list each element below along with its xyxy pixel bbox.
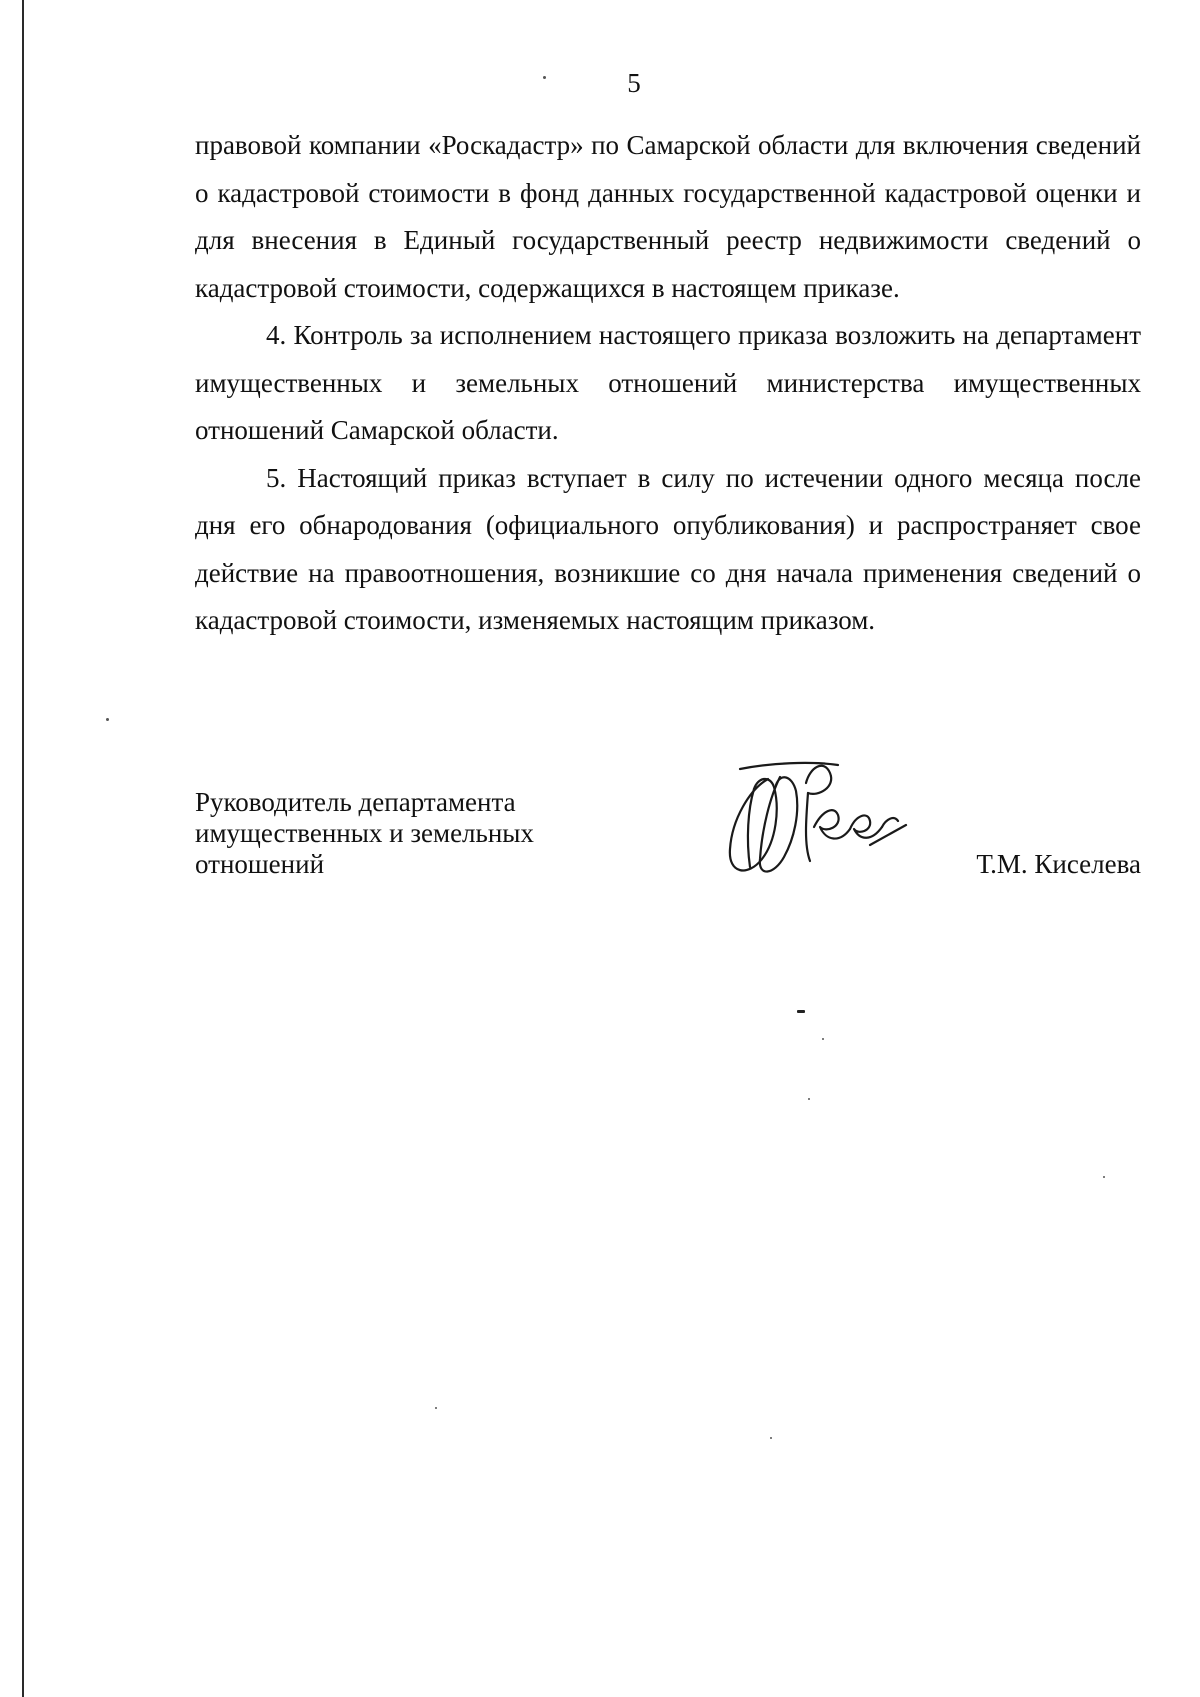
- signatory-position-line: Руководитель департамента: [195, 787, 516, 817]
- scan-speck: [822, 1038, 824, 1040]
- scan-speck: [770, 1437, 772, 1439]
- scan-speck: [797, 1010, 805, 1013]
- scan-speck: [435, 1407, 437, 1409]
- signature-block: [195, 787, 1141, 917]
- paragraph-continuation: правовой компании «Роскадастр» по Самарской области для включения сведений о кадастровой стоимости в фонд данных государственной кадастровой оценки и для внесения в Единый государственный реестр недвижимости сведений о кадастровой стоимости, содержащихся в настоящем приказе.: [195, 130, 1141, 303]
- signatory-position-line: имущественных и земельных: [195, 818, 534, 848]
- signatory-name: Т.М. Киселева: [976, 849, 1141, 879]
- paragraph-item-5: 5. Настоящий приказ вступает в силу по истечении одного месяца после дня его обнародования (официального опубликования) и распространяет свое действие на правоотношения, возникшие со дня начала применения сведений о кадастровой стоимости, изменяемых настоящим приказом.: [195, 462, 1141, 635]
- scan-binding-edge: [22, 0, 24, 1697]
- scan-speck: [1103, 1176, 1105, 1178]
- signatory-position-line: отношений: [195, 849, 325, 879]
- paragraph-item-4: 4. Контроль за исполнением настоящего приказа возложить на департамент имущественных и земельных отношений министерства имущественных отношений Самарской области.: [195, 320, 1141, 445]
- scan-speck: [543, 76, 546, 79]
- page-number: 5: [627, 68, 641, 98]
- scan-speck: [106, 718, 109, 721]
- document-body: [195, 122, 1141, 645]
- handwritten-signature: [710, 749, 920, 889]
- scan-speck: [808, 1098, 810, 1100]
- signatory-position: [195, 787, 615, 880]
